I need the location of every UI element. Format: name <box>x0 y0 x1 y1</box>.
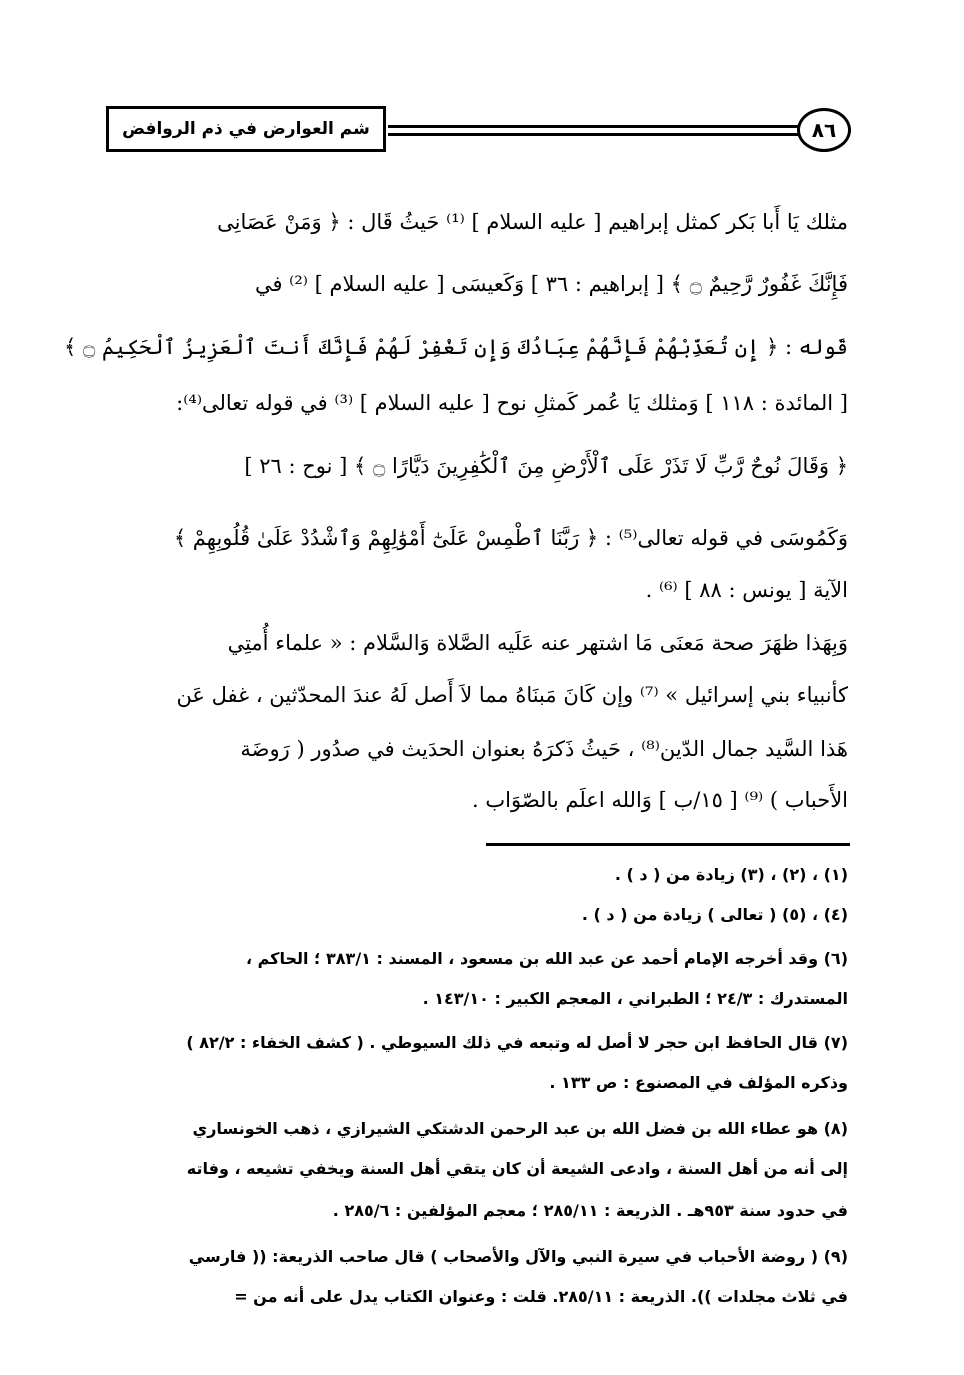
body-line-8: وَبِهَذا ظهَرَ صحة مَعنَى مَا اشتهر عنه عَلَيه الصَّلاة وَالسَّلام : « علماء أُمتِي <box>227 631 848 655</box>
footnote-line-8: إلى أنه من أهل السنة ، وادعى الشيعة أن كان يتقي أهل السنة ويخفي تشيعه ، وفاته <box>186 1159 848 1178</box>
body-line-10: هَذا السَّيد جمال الدّين⁽⁸⁾ ، حَيثُ ذَكرَهُ بعنوان الحدَيث في صدُور ( رَوضَة <box>240 737 848 761</box>
footnote-line-9: في حدود سنة ٩٥٣هـ . الذريعة : ٢٨٥/١١ ؛ معجم المؤلفين : ٢٨٥/٦ . <box>332 1201 848 1220</box>
footnote-line-2: (٤) ، (٥) ( تعالى ) زيادة من ( د ) . <box>581 905 848 924</box>
footnote-line-1: (١) ، (٢) ، (٣) زيادة من ( د ) . <box>614 865 848 884</box>
body-line-3: قَوله : ﴿ إِن تُعَذِّبْهُمْ فَإِنَّهُمْ عِبَادُكَ وَإِن تَغْفِرْ لَهُمْ فَإِنَّكَ أَنتَ ٱلْعَزِيزُ ٱلْحَكِيمُ ۝ ﴾ <box>64 335 848 359</box>
footnote-line-7: (٨) هو عطاء الله بن فضل الله بن عبد الرحمن الدشتكي الشيرازي ، ذهب الخونساري <box>192 1119 848 1138</box>
body-line-6: وَكَمُوسَى في قوله تعالى⁽⁵⁾ : ﴿ رَبَّنَا ٱطْمِسْ عَلَىٰٓ أَمْوَٰلِهِمْ وَٱشْدُدْ عَلَىٰ قُلُوبِهِمْ ﴾ <box>173 526 848 550</box>
header-rule-bottom <box>388 133 800 136</box>
body-line-7: الآية [ يونس : ٨٨ ] ⁽⁶⁾ . <box>645 578 848 602</box>
footnote-line-4: المستدرك : ٢٤/٣ ؛ الطبراني ، المعجم الكبير : ١٤٣/١٠ . <box>422 989 848 1008</box>
running-title-box <box>106 106 386 152</box>
footnote-line-3: (٦) وقد أخرجه الإمام أحمد عن عبد الله بن مسعود ، المسند : ٣٨٣/١ ؛ الحاكم ، <box>245 949 848 968</box>
running-title: شم العوارض في ذم الروافض <box>122 119 370 139</box>
body-line-2: فَإِنَّكَ غَفُورٌ رَّحِيمٌ ۝ ﴾ [ إبراهيم : ٣٦ ] وَكَعيسَى [ عليه السلام ] ⁽²⁾ في <box>254 272 848 296</box>
footnote-line-6: وذكره المؤلف في المصنوع : ص ١٣٣ . <box>549 1073 848 1092</box>
footnote-line-5: (٧) قال الحافظ ابن حجر لا أصل له وتبعه في ذلك السيوطي . ( كشف الخفاء : ٨٢/٢ ) <box>186 1033 848 1052</box>
footnote-line-10: (٩) ( روضة الأحباب في سيرة النبي والآل والأصحاب ) قال صاحب الذريعة: (( فارسي <box>188 1247 848 1266</box>
body-line-1: مثلك يَا أَبا بَكر كمثل إبراهيم [ عليه السلام ] ⁽¹⁾ حَيثُ قَال : ﴿ وَمَنْ عَصَانِى <box>217 210 848 234</box>
page-number: ٨٦ <box>811 118 837 142</box>
footnote-line-11: في ثلاث مجلدات )). الذريعة : ٢٨٥/١١. قلت : وعنوان الكتاب يدل على أنه من = <box>234 1287 848 1306</box>
footnote-separator <box>486 843 850 846</box>
body-line-4: [ المائدة : ١١٨ ] وَمثلك يَا عُمر كَمثلِ نوح [ عليه السلام ] ⁽³⁾ في قوله تعالى⁽⁴⁾: <box>176 391 848 415</box>
body-line-11: الأَحباب ) ⁽⁹⁾ [ ١٥/ب ] وَالله اعلَم بالصّوَاب . <box>472 788 848 812</box>
page-number-badge <box>797 108 851 152</box>
body-line-5: ﴿ وَقَالَ نُوحٌ رَّبِّ لَا تَذَرْ عَلَى ٱلْأَرْضِ مِنَ ٱلْكَٰفِرِينَ دَيَّارًا ۝ ﴾ [ نوح : ٢٦ ] <box>244 454 848 478</box>
header-rule-top <box>388 125 800 128</box>
body-line-9: كأنبياء بني إسرائيل » ⁽⁷⁾ وإن كَانَ مَبنَاهُ مما لاَ أَصل لَهُ عندَ المحدّثين ، غفل عَن <box>176 683 848 707</box>
